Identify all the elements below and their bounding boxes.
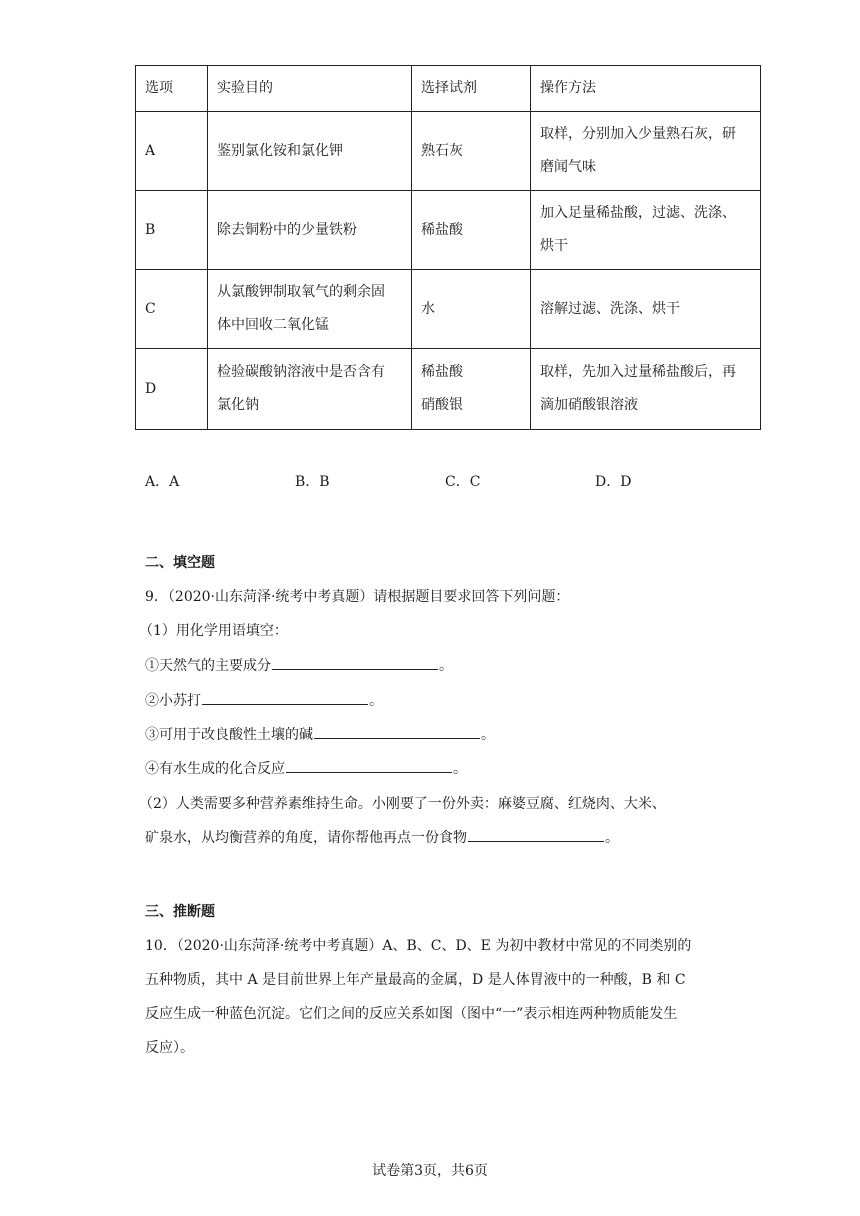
row-reagent: 熟石灰: [412, 112, 531, 191]
choice-c[interactable]: C．C: [445, 474, 481, 490]
blank-item: ④有水生成的化合反应 。: [145, 761, 467, 777]
row-reagent: 水: [412, 270, 531, 349]
answer-blank[interactable]: [314, 725, 480, 739]
answer-choices: [145, 471, 765, 491]
section-title-fill-in: 二、填空题: [145, 555, 215, 571]
row-reagent: 稀盐酸: [412, 191, 531, 270]
row-option: B: [136, 191, 208, 270]
table-header-row: [136, 66, 761, 112]
section-title-inference: 三、推断题: [145, 904, 215, 920]
row-purpose: 检验碳酸钠溶液中是否含有 氯化钠: [208, 349, 412, 430]
row-method: 取样，分别加入少量熟石灰，研 磨闻气味: [531, 112, 761, 191]
question-10-line: 10．（2020·山东菏泽·统考中考真题）A、B、C、D、E 为初中教材中常见的不同类别的: [145, 938, 692, 954]
header-method: 操作方法: [531, 66, 761, 112]
answer-blank[interactable]: [202, 691, 368, 705]
row-purpose: 除去铜粉中的少量铁粉: [208, 191, 412, 270]
row-method: 取样，先加入过量稀盐酸后，再 滴加硝酸银溶液: [531, 349, 761, 430]
row-option: D: [136, 349, 208, 430]
table-row: [136, 270, 761, 349]
table-row: [136, 112, 761, 191]
table-row: [136, 349, 761, 430]
question-9-part2: （2）人类需要多种营养素维持生命。小刚要了一份外卖：麻婆豆腐、红烧肉、大米、: [139, 796, 666, 812]
row-method: 溶解过滤、洗涤、烘干: [531, 270, 761, 349]
blank-item: ③可用于改良酸性土壤的碱 。: [145, 727, 495, 743]
blank-item: ②小苏打 。: [145, 693, 383, 709]
page-footer: 试卷第3页，共6页: [372, 1163, 488, 1179]
header-reagent: 选择试剂: [412, 66, 531, 112]
question-9-part1: （1）用化学用语填空：: [139, 623, 288, 639]
question-10-line: 五种物质，其中 A 是目前世界上年产量最高的金属，D 是人体胃液中的一种酸，B 和 C: [145, 972, 686, 988]
choice-a[interactable]: A．A: [145, 474, 180, 490]
choice-d[interactable]: D．D: [595, 474, 632, 490]
experiment-table: [135, 65, 761, 430]
answer-blank[interactable]: [286, 759, 452, 773]
header-option: 选项: [136, 66, 208, 112]
row-reagent: 稀盐酸 硝酸银: [412, 349, 531, 430]
choice-b[interactable]: B．B: [295, 474, 330, 490]
question-10-line: 反应生成一种蓝色沉淀。它们之间的反应关系如图（图中“一”表示相连两种物质能发生: [145, 1006, 678, 1022]
header-purpose: 实验目的: [208, 66, 412, 112]
question-10-line: 反应）。: [145, 1040, 194, 1056]
row-option: A: [136, 112, 208, 191]
row-purpose: 鉴别氯化铵和氯化钾: [208, 112, 412, 191]
question-9-part2-cont: 矿泉水，从均衡营养的角度，请你帮他再点一份食物 。: [145, 830, 619, 846]
table-row: [136, 191, 761, 270]
blank-item: ①天然气的主要成分 。: [145, 658, 453, 674]
row-method: 加入足量稀盐酸，过滤、洗涤、 烘干: [531, 191, 761, 270]
row-purpose: 从氯酸钾制取氧气的剩余固 体中回收二氧化锰: [208, 270, 412, 349]
answer-blank[interactable]: [468, 828, 604, 842]
row-option: C: [136, 270, 208, 349]
answer-blank[interactable]: [272, 656, 438, 670]
question-9-stem: 9．（2020·山东菏泽·统考中考真题）请根据题目要求回答下列问题：: [145, 589, 570, 605]
